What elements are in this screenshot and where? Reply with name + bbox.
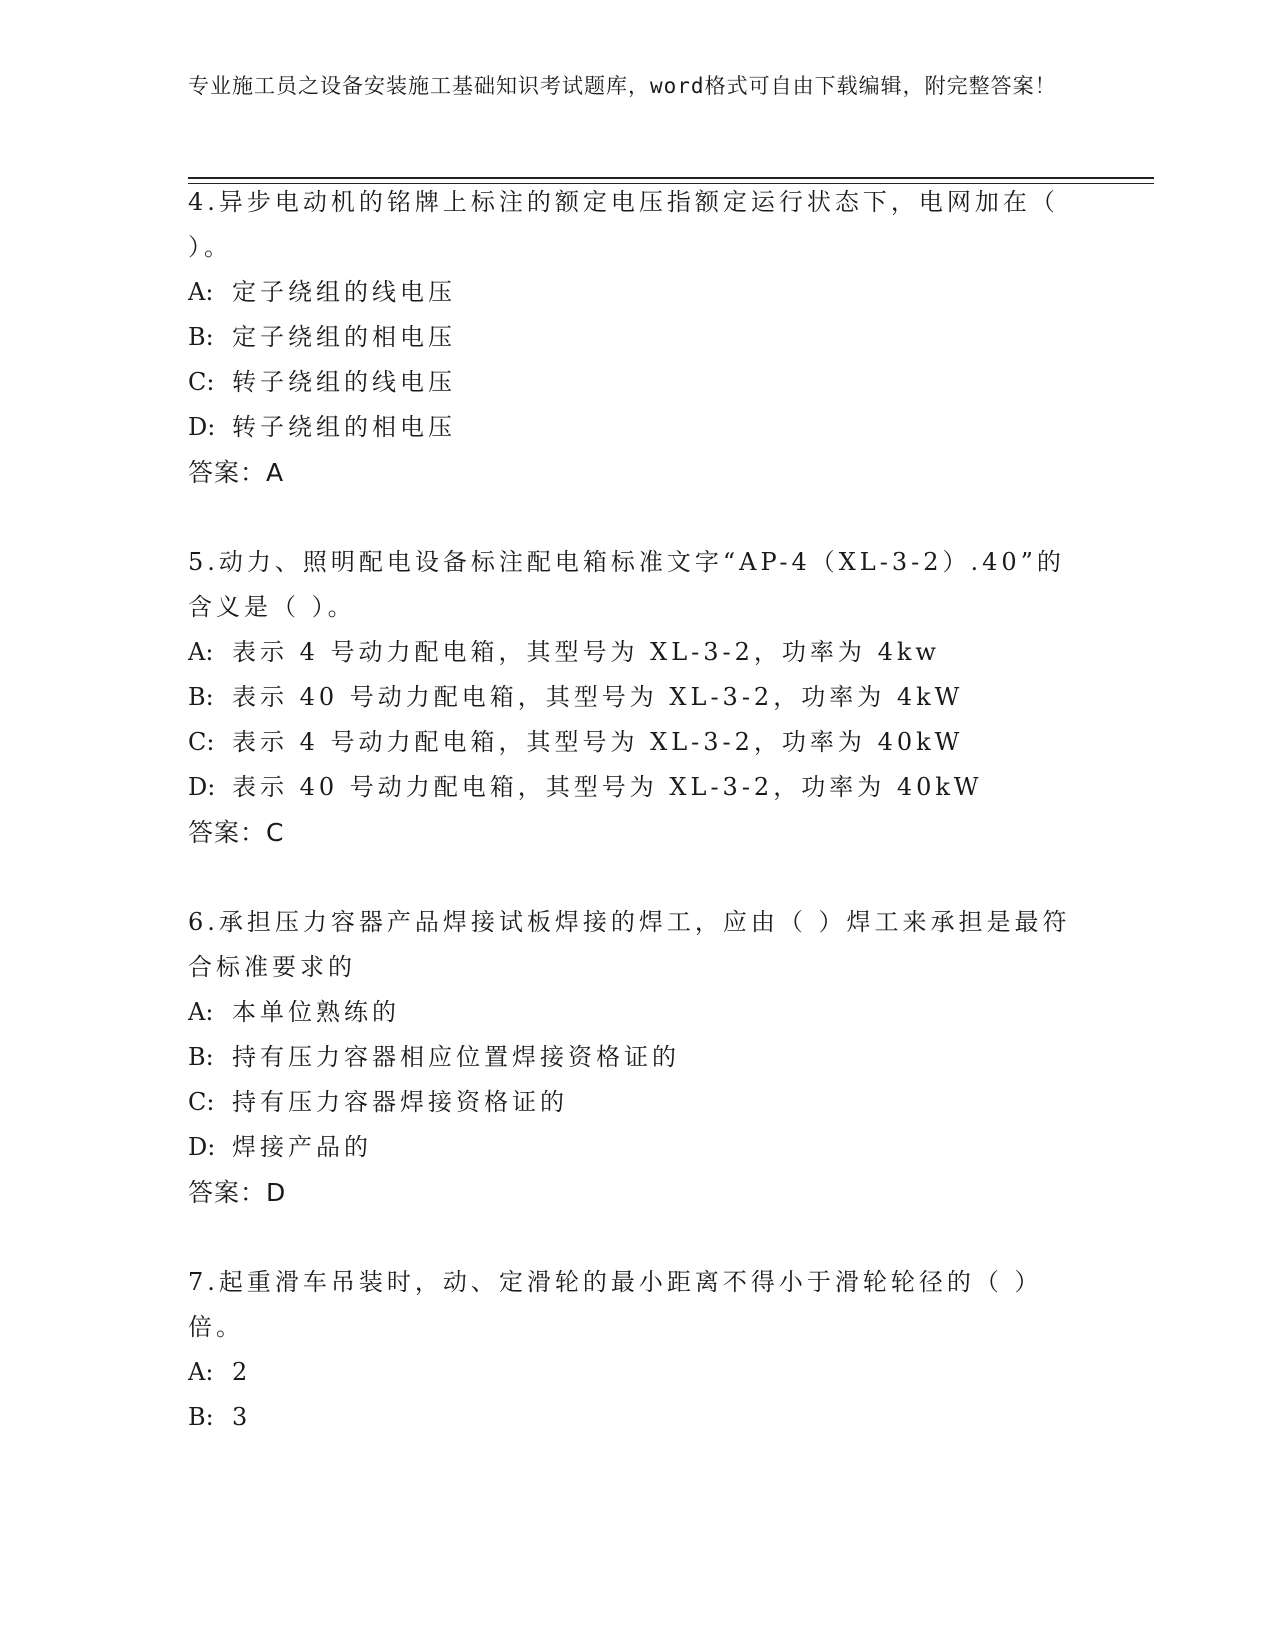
option-text: 表示 4 号动力配电箱，其型号为 XL-3-2，功率为 4kw xyxy=(232,638,940,666)
option-letter: A: xyxy=(188,278,214,306)
option-b xyxy=(188,675,1088,720)
option-d xyxy=(188,765,1088,810)
question-6 xyxy=(188,900,1088,1215)
option-letter: A: xyxy=(188,638,214,666)
option-c xyxy=(188,360,1088,405)
option-text: 2 xyxy=(232,1358,252,1386)
option-b xyxy=(188,1035,1088,1080)
option-letter: B: xyxy=(188,683,214,711)
option-text: 转子绕组的线电压 xyxy=(232,368,456,396)
option-a xyxy=(188,270,1088,315)
option-text: 持有压力容器焊接资格证的 xyxy=(232,1088,568,1116)
option-letter: C: xyxy=(188,1088,215,1116)
question-7 xyxy=(188,1260,1088,1440)
option-d xyxy=(188,1125,1088,1170)
option-text: 转子绕组的相电压 xyxy=(232,413,456,441)
answer-line: 答案：A xyxy=(188,458,285,487)
question-stem: 4.异步电动机的铭牌上标注的额定电压指额定运行状态下，电网加在（ ）。 xyxy=(188,188,1059,261)
option-text: 焊接产品的 xyxy=(232,1133,372,1161)
option-c xyxy=(188,720,1088,765)
option-text: 定子绕组的相电压 xyxy=(232,323,456,351)
answer-line: 答案：D xyxy=(188,1178,287,1207)
option-text: 表示 40 号动力配电箱，其型号为 XL-3-2，功率为 4kW xyxy=(232,683,964,711)
option-letter: B: xyxy=(188,323,214,351)
header-rule-thick xyxy=(188,177,1154,179)
option-d xyxy=(188,405,1088,450)
question-stem: 6.承担压力容器产品焊接试板焊接的焊工，应由（ ）焊工来承担是最符合标准要求的 xyxy=(188,908,1071,981)
option-a xyxy=(188,1350,1088,1395)
option-text: 本单位熟练的 xyxy=(232,998,400,1026)
option-a xyxy=(188,990,1088,1035)
option-letter: B: xyxy=(188,1403,214,1431)
option-letter: A: xyxy=(188,1358,214,1386)
option-text: 表示 4 号动力配电箱，其型号为 XL-3-2，功率为 40kW xyxy=(232,728,964,756)
option-letter: D: xyxy=(188,1133,216,1161)
answer-line: 答案：C xyxy=(188,818,285,847)
option-letter: C: xyxy=(188,368,215,396)
option-letter: B: xyxy=(188,1043,214,1071)
question-stem: 7.起重滑车吊装时，动、定滑轮的最小距离不得小于滑轮轮径的（ ）倍。 xyxy=(188,1268,1043,1341)
option-text: 表示 40 号动力配电箱，其型号为 XL-3-2，功率为 40kW xyxy=(232,773,983,801)
option-letter: A: xyxy=(188,998,214,1026)
document-header: 专业施工员之设备安装施工基础知识考试题库，word格式可自由下载编辑，附完整答案！ xyxy=(188,74,1057,98)
option-b xyxy=(188,1395,1088,1440)
option-text: 3 xyxy=(232,1403,252,1431)
question-stem: 5.动力、照明配电设备标注配电箱标准文字“AP-4（XL-3-2）.40”的含义是（ ）。 xyxy=(188,548,1065,621)
question-5 xyxy=(188,540,1088,855)
question-4 xyxy=(188,180,1088,495)
option-letter: C: xyxy=(188,728,215,756)
option-text: 定子绕组的线电压 xyxy=(232,278,456,306)
option-text: 持有压力容器相应位置焊接资格证的 xyxy=(232,1043,680,1071)
option-letter: D: xyxy=(188,413,216,441)
option-a xyxy=(188,630,1088,675)
option-c xyxy=(188,1080,1088,1125)
option-b xyxy=(188,315,1088,360)
option-letter: D: xyxy=(188,773,216,801)
